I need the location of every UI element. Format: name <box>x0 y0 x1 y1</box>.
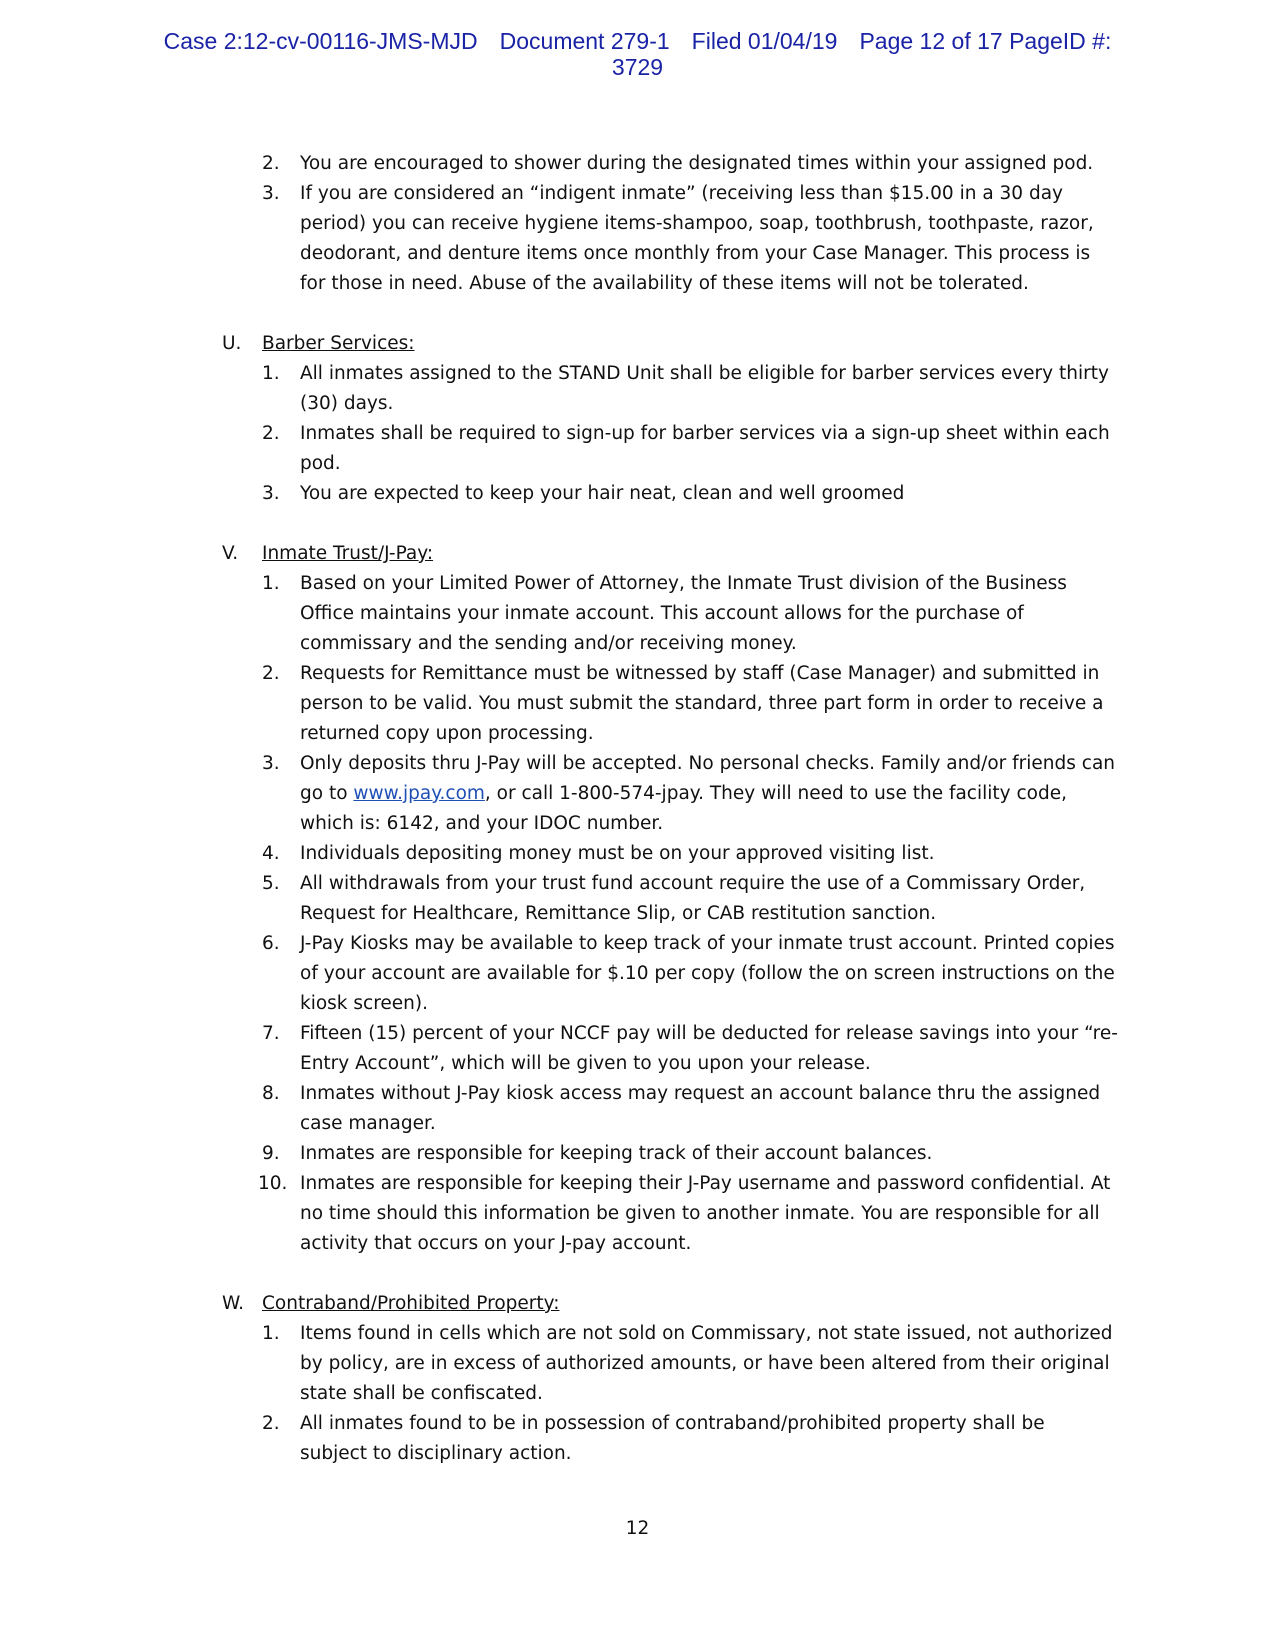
item-text: case manager. <box>300 1113 436 1134</box>
item-text: All withdrawals from your trust fund account require the use of a Commissary Order, <box>300 873 1086 894</box>
item-number: 8. <box>262 1083 280 1104</box>
item-text: You are encouraged to shower during the designated times within your assigned pod. <box>300 153 1094 174</box>
section-title: Contraband/Prohibited Property: <box>262 1293 560 1314</box>
item-text: All inmates found to be in possession of contraband/prohibited property shall be <box>300 1413 1045 1434</box>
item-text: returned copy upon processing. <box>300 723 594 744</box>
item-number: 2. <box>262 1413 280 1434</box>
item-text: Fifteen (15) percent of your NCCF pay will be deducted for release savings into your “re- <box>300 1023 1118 1044</box>
item-text: state shall be confiscated. <box>300 1383 543 1404</box>
item-number: 10. <box>258 1173 288 1194</box>
case-header <box>0 28 1275 80</box>
item-text-part: go to <box>300 783 354 804</box>
item-text: subject to disciplinary action. <box>300 1443 572 1464</box>
item-text: Inmates are responsible for keeping track of their account balances. <box>300 1143 933 1164</box>
item-text: Inmates without J-Pay kiosk access may request an account balance thru the assigned <box>300 1083 1101 1104</box>
item-text: All inmates assigned to the STAND Unit shall be eligible for barber services every thirty <box>300 363 1109 384</box>
item-text: Based on your Limited Power of Attorney, the Inmate Trust division of the Business <box>300 573 1067 594</box>
section-title: Barber Services: <box>262 333 415 354</box>
page-id: 3729 <box>611 54 664 80</box>
item-text: (30) days. <box>300 393 394 414</box>
item-text: Office maintains your inmate account. This account allows for the purchase of <box>300 603 1024 624</box>
item-number: 2. <box>262 663 280 684</box>
item-text-part: , or call 1-800-574-jpay. They will need to use the facility code, <box>484 783 1067 804</box>
item-number: 2. <box>262 153 280 174</box>
item-number: 3. <box>262 753 280 774</box>
item-number: 6. <box>262 933 280 954</box>
item-text: Requests for Remittance must be witnessed by staff (Case Manager) and submitted in <box>300 663 1100 684</box>
item-number: 5. <box>262 873 280 894</box>
item-text: no time should this information be given to another inmate. You are responsible for all <box>300 1203 1100 1224</box>
item-number: 1. <box>262 573 280 594</box>
jpay-link[interactable]: www.jpay.com <box>353 783 485 804</box>
item-number: 4. <box>262 843 280 864</box>
item-number: 7. <box>262 1023 280 1044</box>
item-text: commissary and the sending and/or receiving money. <box>300 633 797 654</box>
item-text: Only deposits thru J-Pay will be accepted. No personal checks. Family and/or friends can <box>300 753 1116 774</box>
item-text: You are expected to keep your hair neat, clean and well groomed <box>300 483 905 504</box>
item-text: J-Pay Kiosks may be available to keep track of your inmate trust account. Printed copies <box>300 933 1115 954</box>
item-text: Entry Account”, which will be given to you upon your release. <box>300 1053 871 1074</box>
item-text: activity that occurs on your J-pay account. <box>300 1233 692 1254</box>
item-text: Items found in cells which are not sold on Commissary, not state issued, not authorized <box>300 1323 1113 1344</box>
item-text: kiosk screen). <box>300 993 429 1014</box>
item-text: Individuals depositing money must be on your approved visiting list. <box>300 843 935 864</box>
item-text: Inmates are responsible for keeping their J-Pay username and password confidential. At <box>300 1173 1111 1194</box>
item-text: of your account are available for $.10 per copy (follow the on screen instructions on the <box>300 963 1115 984</box>
item-number: 2. <box>262 423 280 444</box>
section-letter: U. <box>222 333 242 354</box>
item-number: 9. <box>262 1143 280 1164</box>
item-number: 1. <box>262 1323 280 1344</box>
page-count: Page 12 of 17 PageID #: <box>859 28 1112 54</box>
item-text: period) you can receive hygiene items-shampoo, soap, toothbrush, toothpaste, razor, <box>300 213 1094 234</box>
section-title: Inmate Trust/J-Pay: <box>262 543 434 564</box>
item-text: person to be valid. You must submit the standard, three part form in order to receive a <box>300 693 1104 714</box>
item-text: pod. <box>300 453 341 474</box>
section-letter: W. <box>222 1293 245 1314</box>
item-text: deodorant, and denture items once monthly from your Case Manager. This process is <box>300 243 1091 264</box>
item-text <box>300 783 1067 805</box>
item-text: by policy, are in excess of authorized amounts, or have been altered from their original <box>300 1353 1110 1374</box>
section-letter: V. <box>222 543 239 564</box>
document-number: Document 279-1 <box>499 28 670 54</box>
item-text: which is: 6142, and your IDOC number. <box>300 813 664 834</box>
item-text: If you are considered an “indigent inmate” (receiving less than $15.00 in a 30 day <box>300 183 1063 204</box>
item-text: Request for Healthcare, Remittance Slip, or CAB restitution sanction. <box>300 903 937 924</box>
item-number: 1. <box>262 363 280 384</box>
filed-date: Filed 01/04/19 <box>691 28 838 54</box>
item-number: 3. <box>262 483 280 504</box>
item-text: Inmates shall be required to sign-up for barber services via a sign-up sheet within each <box>300 423 1110 444</box>
item-text: for those in need. Abuse of the availability of these items will not be tolerated. <box>300 273 1029 294</box>
page-number: 12 <box>625 1518 650 1539</box>
item-number: 3. <box>262 183 280 204</box>
case-number: Case 2:12-cv-00116-JMS-MJD <box>163 28 478 54</box>
